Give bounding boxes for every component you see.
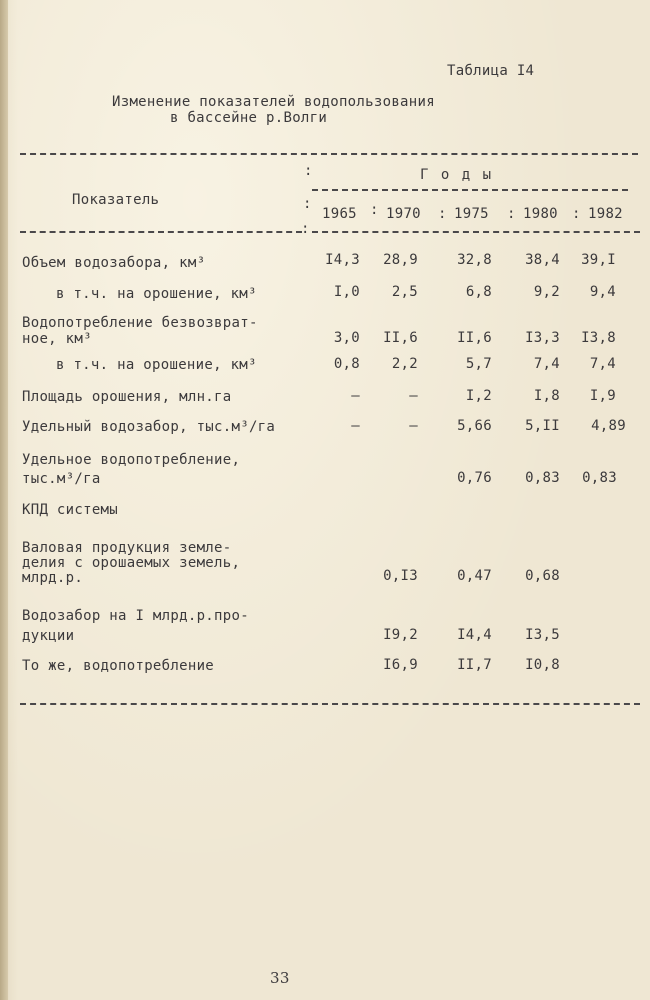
cell-value: 0,83 (525, 470, 560, 486)
cell-value: 9,2 (533, 284, 560, 300)
cell-value: 0,83 (582, 470, 617, 486)
cell-value: 6,8 (465, 284, 492, 300)
cell-value: 9,4 (589, 284, 616, 300)
cell-value: I0,8 (525, 657, 560, 673)
cell-value: I3,8 (581, 330, 616, 346)
cell-value: 3,0 (333, 330, 360, 346)
cell-value: I,9 (589, 388, 616, 404)
cell-value: I,8 (533, 388, 560, 404)
year-header: 1975 (454, 206, 489, 222)
cell-value: 5,66 (457, 418, 492, 434)
cell-value: II,6 (457, 330, 492, 346)
cell-value: 0,47 (457, 568, 492, 584)
row-label: дукции (22, 628, 75, 644)
cell-value: I,0 (333, 284, 360, 300)
years-header-rule (312, 189, 628, 191)
cell-value: 7,4 (533, 356, 560, 372)
header-colon: : (303, 196, 312, 212)
cell-value: 28,9 (383, 252, 418, 268)
cell-value: I3,5 (525, 627, 560, 643)
table-title-line1: Изменение показателей водопользования (112, 94, 435, 110)
year-header: 1980 (523, 206, 558, 222)
row-label: Объем водозабора, км³ (22, 255, 206, 271)
cell-value: II,6 (383, 330, 418, 346)
cell-value: 39,I (581, 252, 616, 268)
cell-value: – (409, 418, 418, 434)
header-colon: : (507, 206, 516, 222)
bottom-rule (20, 703, 640, 705)
cell-value: I6,9 (383, 657, 418, 673)
table-label: Таблица I4 (447, 63, 535, 79)
cell-value: – (351, 418, 360, 434)
cell-value: 5,II (525, 418, 560, 434)
row-label: Водопотребление безвозврат- (22, 315, 258, 331)
cell-value: – (351, 388, 360, 404)
row-label: тыс.м³/га (22, 471, 101, 487)
row-label: Водозабор на I млрд.р.про- (22, 608, 249, 624)
cell-value: 0,I3 (383, 568, 418, 584)
row-label: ное, км³ (22, 331, 92, 347)
row-label: Валовая продукция земле- (22, 540, 232, 556)
header-colon: : (304, 163, 313, 179)
header-colon: : (572, 206, 581, 222)
header-rule-right (312, 231, 640, 233)
top-rule (20, 153, 638, 155)
cell-value: 7,4 (589, 356, 616, 372)
header-rule-left (20, 231, 302, 233)
cell-value: 0,76 (457, 470, 492, 486)
header-colon: : (301, 221, 310, 237)
cell-value: 38,4 (525, 252, 560, 268)
indicator-header: Показатель (72, 192, 160, 208)
year-header: 1970 (386, 206, 421, 222)
row-label: То же, водопотребление (22, 658, 215, 674)
year-header: 1965 (322, 206, 357, 222)
cell-value: 4,89 (591, 418, 626, 434)
cell-value: II,7 (457, 657, 492, 673)
year-header: 1982 (588, 206, 623, 222)
cell-value: I,2 (465, 388, 492, 404)
cell-value: 5,7 (465, 356, 492, 372)
cell-value: I9,2 (383, 627, 418, 643)
cell-value: 32,8 (457, 252, 492, 268)
table-title-line2: в бассейне р.Волги (170, 110, 328, 126)
row-label: Удельный водозабор, тыс.м³/га (22, 419, 276, 435)
row-label: Удельное водопотребление, (22, 452, 241, 468)
row-label: в т.ч. на орошение, км³ (56, 286, 257, 302)
cell-value: 2,2 (391, 356, 418, 372)
page-number: 33 (270, 969, 290, 987)
header-colon: : (370, 202, 379, 218)
row-label: делия с орошаемых земель, (22, 555, 241, 571)
cell-value: 0,8 (333, 356, 360, 372)
cell-value: – (409, 388, 418, 404)
binding-edge (0, 0, 8, 1000)
row-label: млрд.р. (22, 570, 84, 586)
row-label: КПД системы (22, 502, 119, 518)
cell-value: I4,3 (325, 252, 360, 268)
header-colon: : (438, 206, 447, 222)
cell-value: I4,4 (457, 627, 492, 643)
cell-value: 0,68 (525, 568, 560, 584)
cell-value: 2,5 (391, 284, 418, 300)
years-header: Г о д ы (420, 167, 494, 183)
row-label: в т.ч. на орошение, км³ (56, 357, 257, 373)
row-label: Площадь орошения, млн.га (22, 389, 232, 405)
cell-value: I3,3 (525, 330, 560, 346)
